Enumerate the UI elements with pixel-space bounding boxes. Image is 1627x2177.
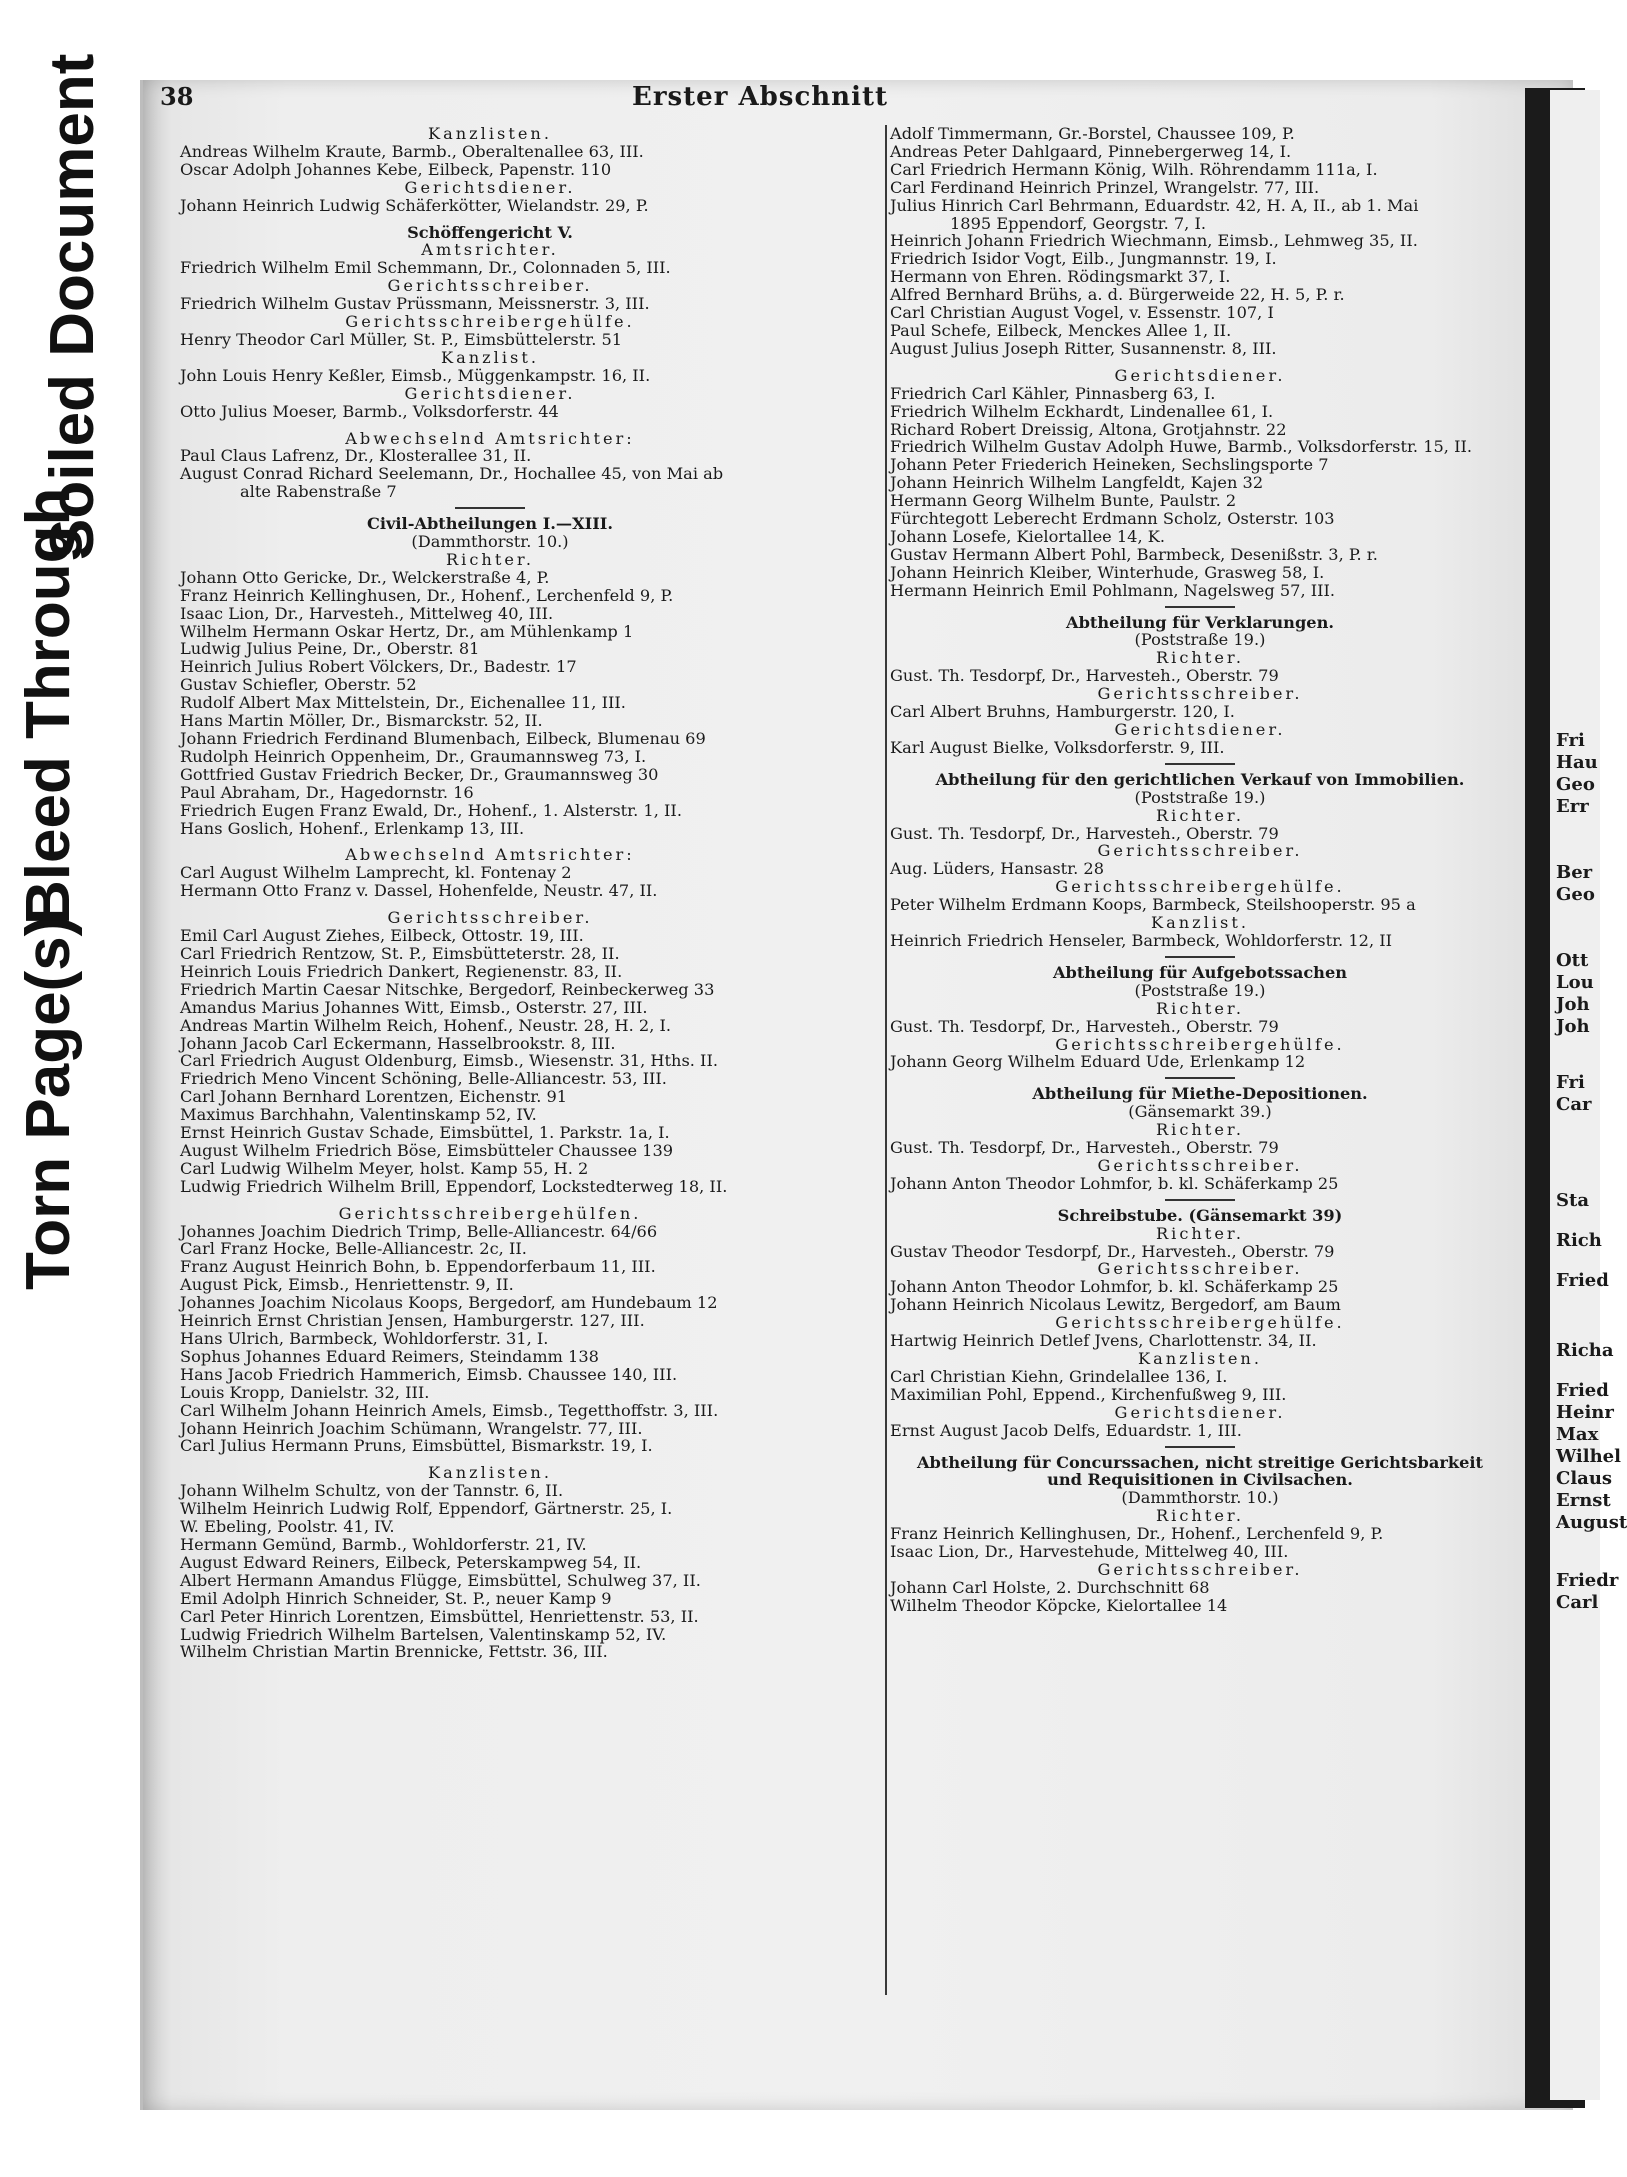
entry-line: Andreas Wilhelm Kraute, Barmb., Oberaltenallee 63, III. bbox=[180, 141, 644, 161]
section-rule bbox=[1165, 1077, 1235, 1079]
entry-line: Heinrich Friedrich Henseler, Barmbeck, Wohldorferstr. 12, II bbox=[890, 930, 1393, 950]
left-column bbox=[180, 125, 800, 1661]
role-heading: Kanzlist. bbox=[440, 347, 539, 367]
entry-line: Friedrich Carl Kähler, Pinnasberg 63, I. bbox=[890, 383, 1216, 403]
entry-line: Friedrich Wilhelm Gustav Prüssmann, Meissnerstr. 3, III. bbox=[180, 294, 650, 314]
section-heading: und Requisitionen in Civilsachen. bbox=[1047, 1470, 1353, 1490]
section-heading: Abtheilung für den gerichtlichen Verkauf von Immobilien. bbox=[935, 769, 1465, 789]
entry-line: Carl Ludwig Wilhelm Meyer, holst. Kamp 55, H. 2 bbox=[180, 1158, 589, 1178]
entry-line: Johann Heinrich Ludwig Schäferkötter, Wielandstr. 29, P. bbox=[180, 195, 649, 215]
entry-line: Ernst Heinrich Gustav Schade, Eimsbüttel, 1. Parkstr. 1a, I. bbox=[180, 1123, 670, 1143]
entry-line: Johann Georg Wilhelm Eduard Ude, Erlenkamp 12 bbox=[890, 1052, 1306, 1072]
entry-line: Johann Heinrich Joachim Schümann, Wrangelstr. 77, III. bbox=[180, 1418, 643, 1438]
role-heading: Richter. bbox=[1155, 1120, 1245, 1140]
entry-line: Rudolph Heinrich Oppenheim, Dr., Graumannsweg 73, I. bbox=[180, 746, 647, 766]
neighbor-text-fragment: Wilhel bbox=[1556, 1446, 1621, 1467]
entry-line: Friedrich Wilhelm Gustav Adolph Huwe, Barmb., Volksdorferstr. 15, II. bbox=[890, 437, 1473, 457]
entry-line: Sophus Johannes Eduard Reimers, Steindamm 138 bbox=[180, 1346, 599, 1366]
entry-line: (Dammthorstr. 10.) bbox=[1121, 1488, 1279, 1508]
entry-line: Hermann Otto Franz v. Dassel, Hohenfelde, Neustr. 47, II. bbox=[180, 881, 658, 901]
entry-line: Franz Heinrich Kellinghusen, Dr., Hohenf., Lerchenfeld 9, P. bbox=[180, 585, 674, 605]
section-rule bbox=[1165, 763, 1235, 765]
role-heading: Gerichtsschreiber. bbox=[1097, 1559, 1303, 1579]
neighbor-text-fragment: Fried bbox=[1556, 1270, 1609, 1291]
entry-line: Hans Jacob Friedrich Hammerich, Eimsb. Chaussee 140, III. bbox=[180, 1364, 678, 1384]
entry-line: Johann Heinrich Nicolaus Lewitz, Bergedorf, am Baum bbox=[890, 1295, 1341, 1315]
entry-line: Carl Julius Hermann Pruns, Eimsbüttel, Bismarkstr. 19, I. bbox=[180, 1436, 653, 1456]
entry-line: Heinrich Louis Friedrich Dankert, Regienenstr. 83, II. bbox=[180, 961, 623, 981]
section-heading: Schreibstube. (Gänsemarkt 39) bbox=[1057, 1205, 1343, 1225]
neighbor-text-fragment: Fri bbox=[1556, 730, 1585, 751]
entry-line: Louis Kropp, Danielstr. 32, III. bbox=[180, 1382, 430, 1402]
entry-line: Hans Ulrich, Barmbeck, Wohldorferstr. 31, I. bbox=[180, 1329, 549, 1348]
entry-line: Ludwig Friedrich Wilhelm Bartelsen, Valentinskamp 52, IV. bbox=[180, 1624, 667, 1644]
role-heading: Gerichtsdiener. bbox=[1114, 365, 1286, 385]
entry-line: Emil Adolph Hinrich Schneider, St. P., neuer Kamp 9 bbox=[180, 1588, 612, 1608]
entry-line: Ernst August Jacob Delfs, Eduardstr. 1, III. bbox=[890, 1420, 1242, 1440]
entry-line: Gust. Th. Tesdorpf, Dr., Harvesteh., Oberstr. 79 bbox=[890, 823, 1279, 843]
entry-line: Franz Heinrich Kellinghusen, Dr., Hohenf., Lerchenfeld 9, P. bbox=[890, 1524, 1384, 1544]
entry-line: Friedrich Meno Vincent Schöning, Belle-Alliancestr. 53, III. bbox=[180, 1069, 667, 1089]
neighbor-text-fragment: Err bbox=[1556, 796, 1589, 817]
role-heading: Gerichtsschreiber. bbox=[387, 908, 593, 928]
role-heading: Gerichtsschreiber. bbox=[387, 276, 593, 296]
section-heading: Abtheilung für Miethe-Depositionen. bbox=[1032, 1084, 1368, 1104]
entry-line: Hermann Heinrich Emil Pohlmann, Nagelsweg 57, III. bbox=[890, 580, 1336, 600]
neighbor-text-fragment: Sta bbox=[1556, 1190, 1589, 1211]
section-rule bbox=[1165, 956, 1235, 958]
entry-line: W. Ebeling, Poolstr. 41, IV. bbox=[180, 1517, 395, 1537]
entry-line: Carl Wilhelm Johann Heinrich Amels, Eimsb., Tegetthoffstr. 3, III. bbox=[180, 1400, 719, 1420]
section-heading: Schöffengericht V. bbox=[407, 222, 573, 242]
entry-line: Hans Goslich, Hohenf., Erlenkamp 13, III. bbox=[180, 818, 525, 838]
entry-line: Carl Christian August Vogel, v. Essenstr. 107, I bbox=[890, 303, 1274, 323]
neighbor-text-fragment: Fri bbox=[1556, 1072, 1585, 1093]
entry-line: Johann Otto Gericke, Dr., Welckerstraße 4, P. bbox=[180, 567, 550, 587]
section-heading: Abtheilung für Aufgebotssachen bbox=[1052, 962, 1348, 982]
entry-line: Albert Hermann Amandus Flügge, Eimsbüttel, Schulweg 37, II. bbox=[180, 1570, 701, 1590]
role-heading: Richter. bbox=[1155, 805, 1245, 825]
section-heading: Abtheilung für Concurssachen, nicht streitige Gerichtsbarkeit bbox=[917, 1452, 1483, 1472]
entry-line: Alfred Bernhard Brühs, a. d. Bürgerweide 22, H. 5, P. r. bbox=[890, 285, 1345, 305]
label-torn-pages: Torn Page(s) bbox=[14, 915, 83, 1290]
role-heading: Richter. bbox=[1155, 1506, 1245, 1526]
neighbor-text-fragment: Claus bbox=[1556, 1468, 1613, 1489]
entry-line: Carl Christian Kiehn, Grindelallee 136, I. bbox=[890, 1366, 1228, 1386]
neighbor-text-fragment: Lou bbox=[1556, 972, 1594, 993]
entry-line: Emil Carl August Ziehes, Eilbeck, Ottostr. 19, III. bbox=[180, 926, 584, 946]
neighbor-text-fragment: Car bbox=[1556, 1094, 1592, 1115]
entry-line: Rudolf Albert Max Mittelstein, Dr., Eichenallee 11, III. bbox=[180, 693, 626, 713]
neighbor-text-fragment: Richa bbox=[1556, 1340, 1614, 1361]
running-title: Erster Abschnitt bbox=[632, 82, 888, 112]
entry-line: Amandus Marius Johannes Witt, Eimsb., Osterstr. 27, III. bbox=[180, 997, 648, 1017]
label-bleed-through: Bleed Through bbox=[14, 487, 83, 925]
page-number: 38 bbox=[160, 82, 194, 111]
entry-line: Carl August Wilhelm Lamprecht, kl. Fontenay 2 bbox=[180, 863, 572, 883]
role-heading: Gerichtsschreiber. bbox=[1097, 841, 1303, 861]
role-heading: Kanzlisten. bbox=[427, 124, 552, 143]
entry-line: (Poststraße 19.) bbox=[1134, 787, 1266, 807]
section-rule bbox=[1165, 1446, 1235, 1448]
role-heading: Kanzlisten. bbox=[427, 1463, 552, 1483]
entry-line: Johann Anton Theodor Lohmfor, b. kl. Schäferkamp 25 bbox=[890, 1277, 1339, 1297]
role-heading: Gerichtsschreiber. bbox=[1097, 1259, 1303, 1279]
entry-line: August Conrad Richard Seelemann, Dr., Hochallee 45, von Mai ab bbox=[180, 464, 724, 484]
section-rule bbox=[455, 507, 525, 509]
role-heading: Richter. bbox=[1155, 648, 1245, 668]
neighbor-text-fragment: Ott bbox=[1556, 950, 1589, 971]
section-rule bbox=[1165, 606, 1235, 608]
entry-line: alte Rabenstraße 7 bbox=[240, 482, 397, 502]
entry-line: Paul Abraham, Dr., Hagedornstr. 16 bbox=[180, 782, 474, 802]
entry-line: Maximus Barchhahn, Valentinskamp 52, IV. bbox=[180, 1105, 537, 1125]
entry-line: (Gänsemarkt 39.) bbox=[1128, 1102, 1272, 1122]
entry-line: Julius Hinrich Carl Behrmann, Eduardstr. 42, H. A, II., ab 1. Mai bbox=[890, 195, 1419, 215]
entry-line: (Dammthorstr. 10.) bbox=[411, 532, 569, 552]
section-heading: Abtheilung für Verklarungen. bbox=[1066, 612, 1334, 632]
section-rule bbox=[1165, 1199, 1235, 1201]
entry-line: Henry Theodor Carl Müller, St. P., Eimsbüttelerstr. 51 bbox=[180, 329, 623, 349]
entry-line: Carl Johann Bernhard Lorentzen, Eichenstr. 91 bbox=[180, 1087, 568, 1107]
neighbor-text-fragment: Friedr bbox=[1556, 1570, 1619, 1591]
entry-line: Aug. Lüders, Hansastr. 28 bbox=[890, 859, 1105, 879]
annotation-labels bbox=[0, 0, 130, 2177]
role-heading: Richter. bbox=[445, 549, 535, 569]
label-soiled-document: Soiled Document bbox=[38, 53, 107, 560]
entry-line: Johann Heinrich Wilhelm Langfeldt, Kajen 32 bbox=[890, 473, 1264, 493]
entry-line: Otto Julius Moeser, Barmb., Volksdorferstr. 44 bbox=[180, 401, 559, 421]
entry-line: Isaac Lion, Dr., Harvesteh., Mittelweg 40, III. bbox=[180, 603, 554, 623]
entry-line: Heinrich Julius Robert Völckers, Dr., Badestr. 17 bbox=[180, 657, 577, 677]
entry-line: Johann Jacob Carl Eckermann, Hasselbrookstr. 8, III. bbox=[180, 1033, 616, 1053]
entry-line: Friedrich Wilhelm Emil Schemmann, Dr., Colonnaden 5, III. bbox=[180, 258, 671, 278]
entry-line: John Louis Henry Keßler, Eimsb., Müggenkampstr. 16, II. bbox=[180, 365, 651, 385]
entry-line: Heinrich Johann Friedrich Wiechmann, Eimsb., Lehmweg 35, II. bbox=[890, 231, 1418, 251]
entry-line: Wilhelm Hermann Oskar Hertz, Dr., am Mühlenkamp 1 bbox=[180, 621, 634, 641]
entry-line: Hermann Georg Wilhelm Bunte, Paulstr. 2 bbox=[890, 491, 1237, 511]
entry-line: Andreas Peter Dahlgaard, Pinnebergerweg 14, I. bbox=[890, 141, 1292, 161]
entry-line: Gustav Schiefler, Oberstr. 52 bbox=[180, 675, 417, 695]
entry-line: Wilhelm Heinrich Ludwig Rolf, Eppendorf, Gärtnerstr. 25, I. bbox=[180, 1499, 673, 1519]
entry-line: Friedrich Isidor Vogt, Eilb., Jungmannstr. 19, I. bbox=[890, 249, 1277, 269]
entry-line: Gust. Th. Tesdorpf, Dr., Harvesteh., Oberstr. 79 bbox=[890, 1138, 1279, 1158]
neighbor-text-fragment: Carl bbox=[1556, 1592, 1599, 1613]
entry-line: August Wilhelm Friedrich Böse, Eimsbütteler Chaussee 139 bbox=[180, 1140, 674, 1160]
entry-line: Gustav Hermann Albert Pohl, Barmbeck, Desenißstr. 3, P. r. bbox=[890, 544, 1378, 564]
entry-line: Carl Friedrich August Oldenburg, Eimsb., Wiesenstr. 31, Hths. II. bbox=[180, 1051, 718, 1071]
neighbor-text-fragment: Heinr bbox=[1556, 1402, 1614, 1423]
role-heading: Gerichtsschreibergehülfe. bbox=[1055, 1034, 1345, 1054]
entry-line: Johann Heinrich Kleiber, Winterhude, Grasweg 58, I. bbox=[890, 562, 1325, 582]
page-header bbox=[140, 82, 1380, 118]
neighbor-text-fragment: Ber bbox=[1556, 862, 1593, 883]
entry-line: Carl Friedrich Rentzow, St. P., Eimsbütteterstr. 28, II. bbox=[180, 943, 620, 963]
entry-line: Gottfried Gustav Friedrich Becker, Dr., Graumannsweg 30 bbox=[180, 764, 659, 784]
right-column bbox=[890, 125, 1510, 1615]
role-heading: Kanzlisten. bbox=[1137, 1349, 1262, 1368]
role-heading: Gerichtsschreiber. bbox=[1097, 684, 1303, 704]
role-heading: Gerichtsschreiber. bbox=[1097, 1155, 1303, 1175]
adjacent-page-fragment bbox=[1550, 90, 1627, 2100]
entry-line: Johann Losefe, Kielortallee 14, K. bbox=[890, 526, 1166, 546]
entry-line: Hermann Gemünd, Barmb., Wohldorferstr. 21, IV. bbox=[180, 1534, 587, 1554]
entry-line: Carl Peter Hinrich Lorentzen, Eimsbüttel, Henriettenstr. 53, II. bbox=[180, 1606, 699, 1626]
role-heading: Gerichtsdiener. bbox=[1114, 1402, 1286, 1422]
entry-line: Ludwig Julius Peine, Dr., Oberstr. 81 bbox=[180, 639, 480, 659]
entry-line: Paul Schefe, Eilbeck, Menckes Allee 1, II. bbox=[890, 320, 1232, 340]
role-heading: Amtsrichter. bbox=[421, 240, 559, 260]
role-heading: Gerichtsdiener. bbox=[1114, 720, 1286, 739]
role-heading: Gerichtsdiener. bbox=[404, 177, 576, 197]
entry-line: Hermann von Ehren. Rödingsmarkt 37, I. bbox=[890, 267, 1231, 287]
entry-line: Franz August Heinrich Bohn, b. Eppendorferbaum 11, III. bbox=[180, 1257, 656, 1277]
entry-line: Richard Robert Dreissig, Altona, Grotjahnstr. 22 bbox=[890, 419, 1287, 439]
entry-line: Paul Claus Lafrenz, Dr., Klosterallee 31, II. bbox=[180, 446, 532, 466]
entry-line: Adolf Timmermann, Gr.-Borstel, Chaussee 109, P. bbox=[890, 124, 1295, 143]
neighbor-text-fragment: August bbox=[1556, 1512, 1627, 1533]
role-heading: Abwechselnd Amtsrichter: bbox=[345, 845, 635, 865]
role-heading: Gerichtsschreibergehülfe. bbox=[345, 312, 635, 332]
entry-line: August Pick, Eimsb., Henriettenstr. 9, II. bbox=[180, 1275, 514, 1295]
neighbor-text-fragment: Max bbox=[1556, 1424, 1599, 1445]
entry-line: Friedrich Eugen Franz Ewald, Dr., Hohenf., 1. Alsterstr. 1, II. bbox=[180, 800, 682, 820]
entry-line: Friedrich Martin Caesar Nitschke, Bergedorf, Reinbeckerweg 33 bbox=[180, 979, 715, 999]
entry-line: Hans Martin Möller, Dr., Bismarckstr. 52, II. bbox=[180, 711, 543, 731]
entry-line: (Poststraße 19.) bbox=[1134, 630, 1266, 650]
neighbor-text-fragment: Hau bbox=[1556, 752, 1598, 773]
entry-line: Johann Peter Friederich Heineken, Sechslingsporte 7 bbox=[890, 455, 1329, 475]
neighbor-text-fragment: Rich bbox=[1556, 1230, 1602, 1251]
entry-line: Fürchtegott Leberecht Erdmann Scholz, Osterstr. 103 bbox=[890, 509, 1335, 529]
entry-line: Johann Wilhelm Schultz, von der Tannstr. 6, II. bbox=[180, 1481, 564, 1501]
neighbor-text-fragment: Joh bbox=[1556, 994, 1590, 1015]
neighbor-text-fragment: Fried bbox=[1556, 1380, 1609, 1401]
neighbor-text-fragment: Geo bbox=[1556, 774, 1595, 795]
entry-line: Oscar Adolph Johannes Kebe, Eilbeck, Papenstr. 110 bbox=[180, 159, 612, 179]
role-heading: Gerichtsdiener. bbox=[404, 383, 576, 403]
entry-line: Gust. Th. Tesdorpf, Dr., Harvesteh., Oberstr. 79 bbox=[890, 666, 1279, 686]
role-heading: Richter. bbox=[1155, 998, 1245, 1018]
entry-line: Johannes Joachim Diedrich Trimp, Belle-Alliancestr. 64/66 bbox=[180, 1221, 658, 1241]
entry-line: Karl August Bielke, Volksdorferstr. 9, III. bbox=[890, 737, 1225, 757]
role-heading: Gerichtsschreibergehülfen. bbox=[338, 1203, 642, 1223]
role-heading: Gerichtsschreibergehülfe. bbox=[1055, 877, 1345, 897]
entry-line: August Edward Reiners, Eilbeck, Peterskampweg 54, II. bbox=[180, 1552, 642, 1572]
entry-line: Johann Anton Theodor Lohmfor, b. kl. Schäferkamp 25 bbox=[890, 1173, 1339, 1193]
section-heading: Civil-Abtheilungen I.—XIII. bbox=[366, 514, 614, 534]
role-heading: Gerichtsschreibergehülfe. bbox=[1055, 1313, 1345, 1333]
entry-line: Johann Carl Holste, 2. Durchschnitt 68 bbox=[890, 1577, 1210, 1597]
entry-line: Isaac Lion, Dr., Harvestehude, Mittelweg 40, III. bbox=[890, 1542, 1289, 1562]
entry-line: Maximilian Pohl, Eppend., Kirchenfußweg 9, III. bbox=[890, 1384, 1287, 1404]
entry-line: Hartwig Heinrich Detlef Jvens, Charlottenstr. 34, II. bbox=[890, 1331, 1317, 1351]
entry-line: Peter Wilhelm Erdmann Koops, Barmbeck, Steilshooperstr. 95 a bbox=[890, 895, 1416, 915]
entry-line: Carl Albert Bruhns, Hamburgerstr. 120, I. bbox=[890, 702, 1235, 722]
neighbor-text-fragment: Geo bbox=[1556, 884, 1595, 905]
entry-line: Wilhelm Theodor Köpcke, Kielortallee 14 bbox=[890, 1595, 1228, 1615]
entry-line: (Poststraße 19.) bbox=[1134, 980, 1266, 1000]
entry-line: 1895 Eppendorf, Georgstr. 7, I. bbox=[950, 213, 1206, 233]
role-heading: Kanzlist. bbox=[1150, 913, 1249, 933]
entry-line: Carl Ferdinand Heinrich Prinzel, Wrangelstr. 77, III. bbox=[890, 177, 1320, 197]
entry-line: Wilhelm Christian Martin Brennicke, Fettstr. 36, III. bbox=[180, 1642, 608, 1662]
entry-line: Gustav Theodor Tesdorpf, Dr., Harvesteh., Oberstr. 79 bbox=[890, 1241, 1335, 1261]
neighbor-text-fragment: Joh bbox=[1556, 1016, 1590, 1037]
entry-line: Friedrich Wilhelm Eckhardt, Lindenallee 61, I. bbox=[890, 401, 1274, 421]
entry-line: Heinrich Ernst Christian Jensen, Hamburgerstr. 127, III. bbox=[180, 1311, 645, 1331]
entry-line: Gust. Th. Tesdorpf, Dr., Harvesteh., Oberstr. 79 bbox=[890, 1016, 1279, 1036]
entry-line: Andreas Martin Wilhelm Reich, Hohenf., Neustr. 28, H. 2, I. bbox=[180, 1015, 672, 1035]
entry-line: Carl Friedrich Hermann König, Wilh. Röhrendamm 111a, I. bbox=[890, 159, 1378, 179]
entry-line: Johann Friedrich Ferdinand Blumenbach, Eilbeck, Blumenau 69 bbox=[180, 729, 706, 748]
neighbor-text-fragment: Ernst bbox=[1556, 1490, 1611, 1511]
entry-line: Ludwig Friedrich Wilhelm Brill, Eppendorf, Lockstedterweg 18, II. bbox=[180, 1176, 728, 1196]
column-divider bbox=[885, 125, 887, 1995]
entry-line: Carl Franz Hocke, Belle-Alliancestr. 2c, II. bbox=[180, 1239, 527, 1259]
entry-line: Johannes Joachim Nicolaus Koops, Bergedorf, am Hundebaum 12 bbox=[180, 1293, 718, 1313]
role-heading: Richter. bbox=[1155, 1223, 1245, 1243]
entry-line: August Julius Joseph Ritter, Susannenstr. 8, III. bbox=[890, 338, 1277, 358]
role-heading: Abwechselnd Amtsrichter: bbox=[345, 428, 635, 448]
